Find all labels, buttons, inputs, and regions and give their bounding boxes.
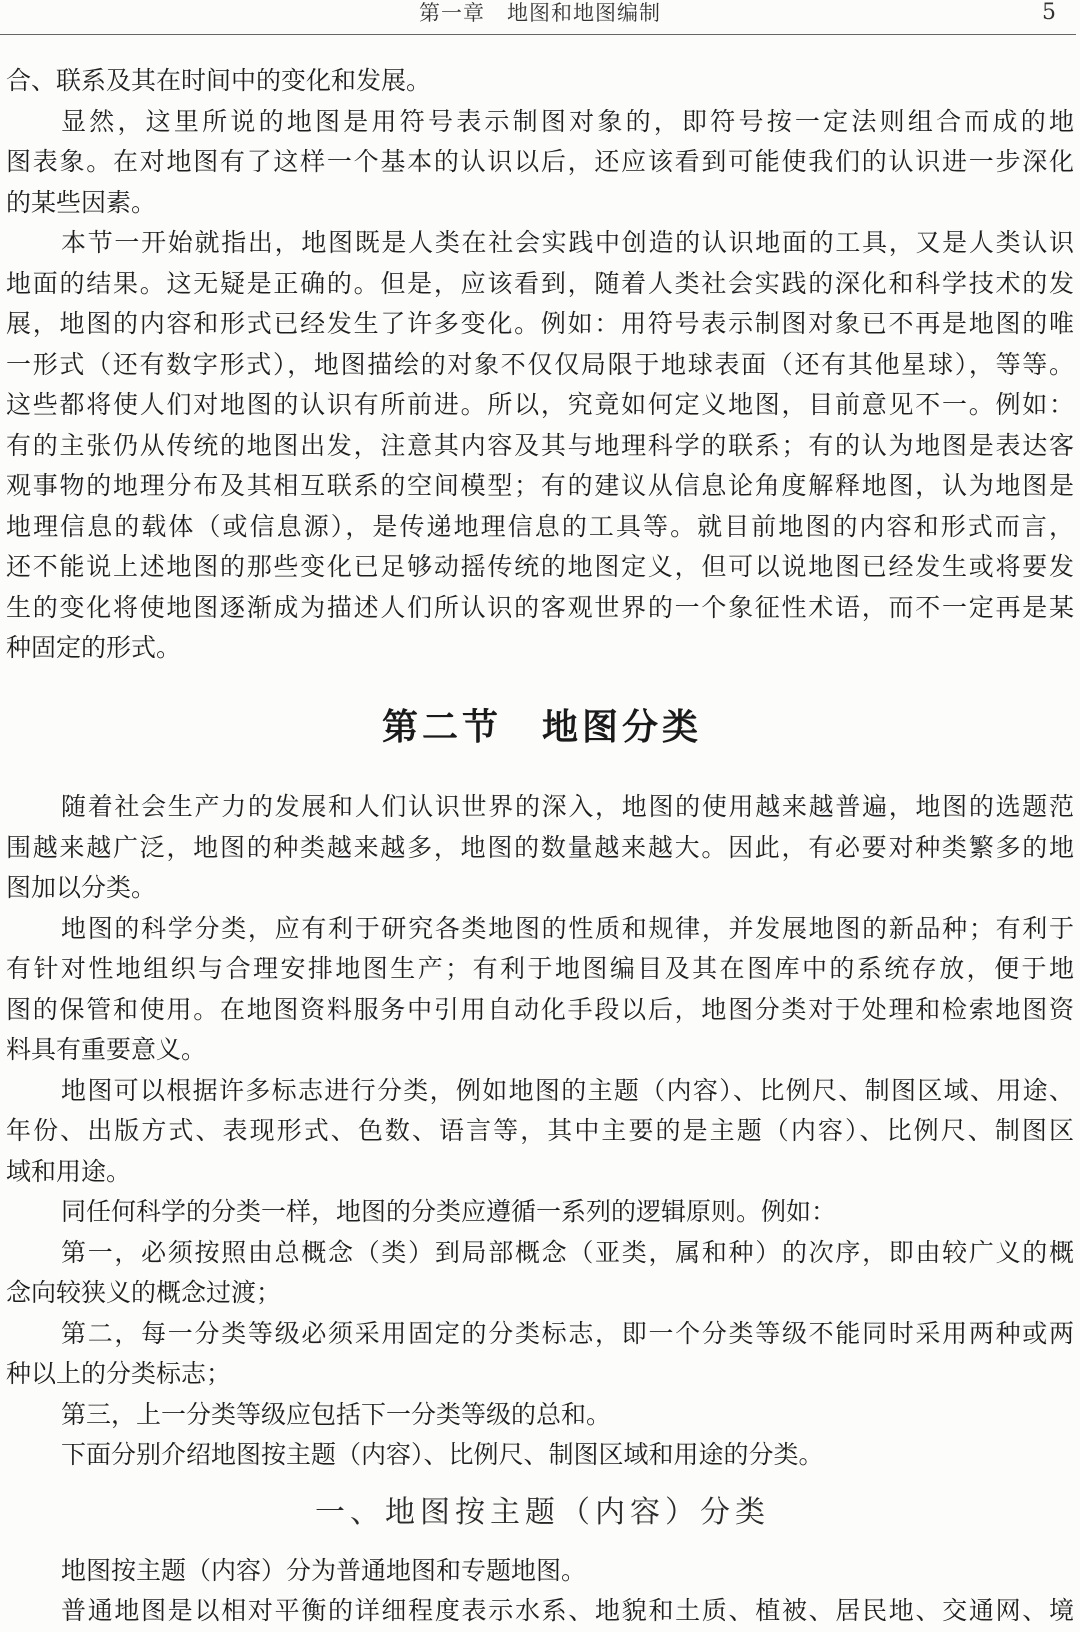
subsection-heading: 一、地图按主题（内容）分类 bbox=[315, 1495, 770, 1530]
text-line: 还不能说上述地图的那些变化已足够动摇传统的地图定义，但可以说地图已经发生或将要发 bbox=[6, 552, 1074, 581]
text-line: 图的保管和使用。在地图资料服务中引用自动化手段以后，地图分类对于处理和检索地图资 bbox=[6, 994, 1074, 1024]
text-line: 一形式（还有数字形式），地图描绘的对象不仅仅局限于地球表面（还有其他星球），等等。 bbox=[6, 349, 1074, 379]
text-line: 年份、出版方式、表现形式、色数、语言等，其中主要的是主题（内容）、比例尺、制图区 bbox=[6, 1116, 1074, 1145]
text-line: 有针对性地组织与合理安排地图生产；有利于地图编目及其在图库中的系统存放，便于地 bbox=[6, 954, 1074, 983]
text-line: 的某些因素。 bbox=[6, 187, 157, 217]
text-line: 种以上的分类标志； bbox=[6, 1359, 232, 1388]
text-line: 第一，必须按照由总概念（类）到局部概念（亚类，属和种）的次序，即由较广义的概 bbox=[61, 1237, 1074, 1267]
text-line: 念向较狭义的概念过渡； bbox=[6, 1278, 282, 1307]
text-line: 下面分别介绍地图按主题（内容）、比例尺、制图区域和用途的分类。 bbox=[61, 1440, 824, 1469]
text-line: 地图的科学分类，应有利于研究各类地图的性质和规律，并发展地图的新品种；有利于 bbox=[61, 913, 1074, 943]
text-line: 第二，每一分类等级必须采用固定的分类标志，即一个分类等级不能同时采用两种或两 bbox=[61, 1318, 1074, 1348]
text-line: 生的变化将使地图逐渐成为描述人们所认识的客观世界的一个象征性术语，而不一定再是某 bbox=[6, 592, 1074, 622]
paragraph bbox=[6, 223, 1074, 669]
text-line: 图表象。在对地图有了这样一个基本的认识以后，还应该看到可能使我们的认识进一步深化 bbox=[6, 147, 1074, 176]
text-line: 第三，上一分类等级应包括下一分类等级的总和。 bbox=[61, 1399, 612, 1429]
continued-text bbox=[6, 61, 1074, 669]
paragraph bbox=[6, 102, 1074, 224]
paragraph bbox=[6, 1192, 1074, 1233]
text-line: 地图按主题（内容）分为普通地图和专题地图。 bbox=[61, 1556, 587, 1585]
text-line: 种固定的形式。 bbox=[6, 633, 182, 662]
text-line: 合、联系及其在时间中的变化和发展。 bbox=[6, 66, 432, 95]
text-line: 展，地图的内容和形式已经发生了许多变化。例如：用符号表示制图对象已不再是地图的唯 bbox=[6, 309, 1074, 338]
paragraph bbox=[6, 1071, 1074, 1193]
text-line: 显然，这里所说的地图是用符号表示制图对象的，即符号按一定法则组合而成的地 bbox=[61, 106, 1074, 136]
paragraph bbox=[6, 1551, 1074, 1591]
text-line: 随着社会生产力的发展和人们认识世界的深入，地图的使用越来越普遍，地图的选题范 bbox=[61, 792, 1074, 821]
text-line: 同任何科学的分类一样，地图的分类应遵循一系列的逻辑原则。例如： bbox=[61, 1197, 837, 1226]
subsection-body bbox=[6, 1551, 1074, 1631]
paragraph bbox=[6, 1233, 1074, 1314]
text-line: 这些都将使人们对地图的认识有所前进。所以，究竟如何定义地图，目前意见不一。例如： bbox=[6, 390, 1074, 419]
section-heading: 第二节 地图分类 bbox=[381, 707, 702, 748]
paragraph bbox=[6, 1395, 1074, 1436]
text-line: 围越来越广泛，地图的种类越来越多，地图的数量越来越大。因此，有必要对种类繁多的地 bbox=[6, 832, 1074, 862]
text-line: 图加以分类。 bbox=[6, 873, 157, 902]
text-line: 观事物的地理分布及其相互联系的空间模型；有的建议从信息论角度解释地图，认为地图是 bbox=[6, 471, 1074, 500]
text-line: 地图可以根据许多标志进行分类，例如地图的主题（内容）、比例尺、制图区域、用途、 bbox=[61, 1075, 1074, 1105]
text-line: 地理信息的载体（或信息源），是传递地理信息的工具等。就目前地图的内容和形式而言， bbox=[6, 511, 1074, 541]
running-title: 第一章 地图和地图编制 bbox=[419, 1, 661, 25]
section-body bbox=[6, 787, 1074, 1476]
running-header bbox=[0, 0, 1080, 34]
paragraph bbox=[6, 61, 1074, 102]
header-rule bbox=[0, 34, 1076, 35]
paragraph bbox=[6, 1314, 1074, 1395]
paragraph bbox=[6, 787, 1074, 909]
paragraph bbox=[6, 1435, 1074, 1476]
text-line: 域和用途。 bbox=[6, 1156, 132, 1186]
paragraph bbox=[6, 909, 1074, 1071]
page-number: 5 bbox=[1042, 0, 1056, 25]
text-line: 本节一开始就指出，地图既是人类在社会实践中创造的认识地面的工具，又是人类认识 bbox=[61, 228, 1074, 257]
paragraph bbox=[6, 1591, 1074, 1631]
text-line: 料具有重要意义。 bbox=[6, 1035, 207, 1064]
text-line: 有的主张仍从传统的地图出发，注意其内容及其与地理科学的联系；有的认为地图是表达客 bbox=[6, 430, 1074, 460]
text-line: 地面的结果。这无疑是正确的。但是，应该看到，随着人类社会实践的深化和科学技术的发 bbox=[6, 268, 1074, 298]
text-line: 普通地图是以相对平衡的详细程度表示水系、地貌和土质、植被、居民地、交通网、境 bbox=[61, 1596, 1074, 1625]
